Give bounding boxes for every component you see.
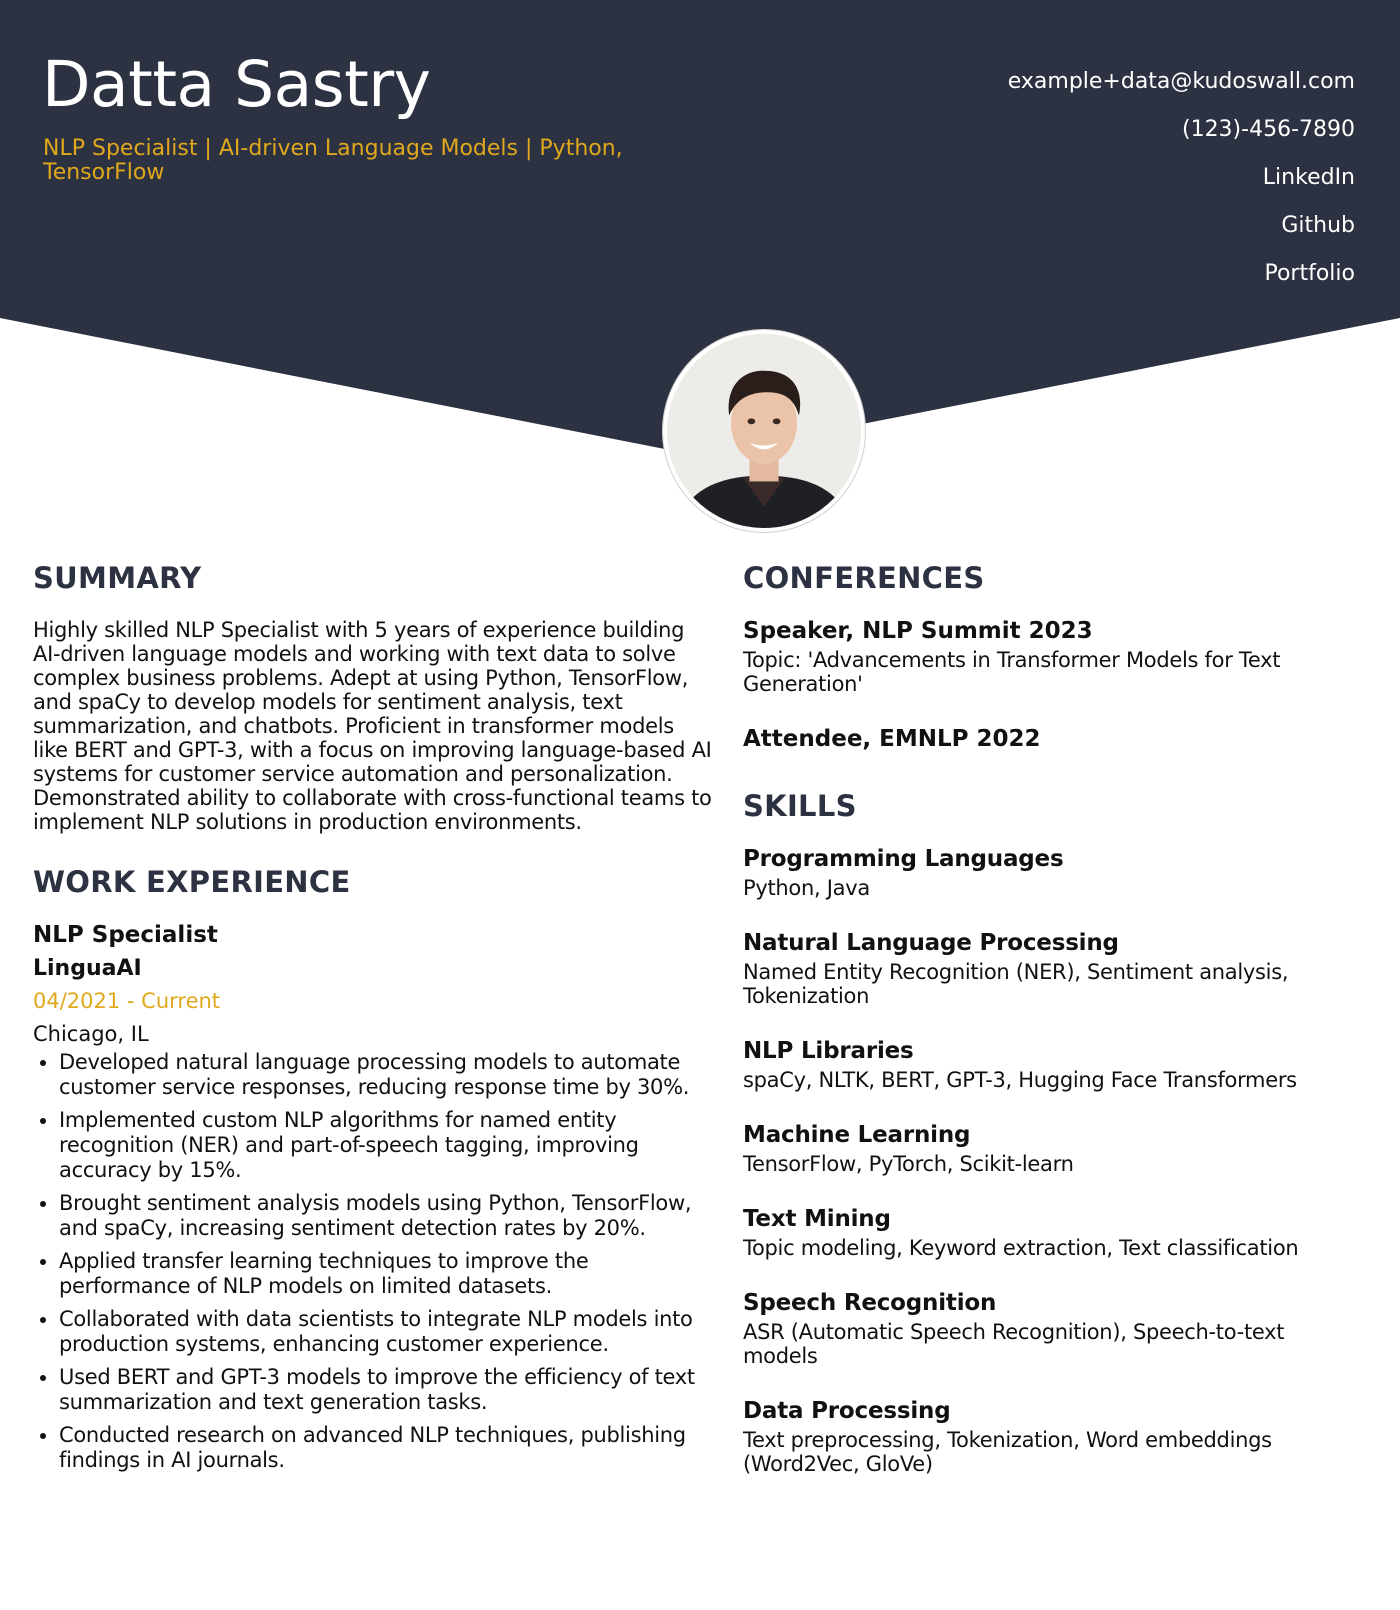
skills-heading: SKILLS: [743, 789, 857, 823]
skill-group-title: Speech Recognition: [743, 1290, 997, 1316]
job-bullet: • Collaborated with data scientists to integrate NLP models into production systems, enhancing customer experience.: [59, 1307, 713, 1357]
skill-group: [743, 1394, 1353, 1476]
conference-title: Speaker, NLP Summit 2023: [743, 618, 1093, 644]
conference-title: Attendee, EMNLP 2022: [743, 726, 1041, 752]
job-bullet: • Used BERT and GPT-3 models to improve the efficiency of text summarization and text generation tasks.: [59, 1365, 713, 1415]
skill-group-title: Text Mining: [743, 1206, 891, 1232]
summary-heading: SUMMARY: [33, 561, 202, 595]
skill-group: [743, 842, 1353, 900]
skill-group-items: TensorFlow, PyTorch, Scikit-learn: [743, 1152, 1074, 1176]
skill-group-title: Data Processing: [743, 1398, 951, 1424]
person-portrait-icon: [667, 334, 861, 528]
skill-group-items: Python, Java: [743, 876, 870, 900]
skill-group: [743, 1034, 1353, 1092]
phone-link[interactable]: (123)-456-7890: [1181, 117, 1355, 142]
job-company: LinguaAI: [33, 956, 142, 981]
skill-group-title: Natural Language Processing: [743, 930, 1119, 956]
linkedin-link[interactable]: LinkedIn: [1262, 165, 1355, 190]
job-bullet: • Conducted research on advanced NLP techniques, publishing findings in AI journals.: [59, 1423, 713, 1473]
github-link[interactable]: Github: [1281, 213, 1355, 238]
job-title: NLP Specialist: [33, 922, 218, 948]
skill-group: [743, 1286, 1353, 1368]
job-bullet: • Implemented custom NLP algorithms for named entity recognition (NER) and part-of-speech tagging, improving accuracy by 15%.: [59, 1108, 713, 1183]
contact-list: [855, 58, 1355, 298]
skill-group-items: spaCy, NLTK, BERT, GPT-3, Hugging Face Transformers: [743, 1068, 1297, 1092]
skill-group-title: NLP Libraries: [743, 1038, 914, 1064]
work-experience-heading: WORK EXPERIENCE: [33, 865, 351, 899]
job-bullet: • Brought sentiment analysis models using Python, TensorFlow, and spaCy, increasing sentiment detection rates by 20%.: [59, 1191, 713, 1241]
headline-tagline: NLP Specialist | AI-driven Language Models | Python, TensorFlow: [43, 136, 623, 185]
summary-text: Highly skilled NLP Specialist with 5 years of experience building AI-driven language models and working with text data to solve complex business problems. Adept at using Python, TensorFlow, and spaCy to develop models for sentiment analysis, text summarization, and chatbots. Proficient in transformer models like BERT and GPT-3, with a focus on improving language-based AI systems for customer service automation and personalization. Demonstrated ability to collaborate with cross-functional teams to implement NLP solutions in production environments.: [33, 618, 712, 834]
skill-group: [743, 926, 1353, 1008]
job-bullet: • Applied transfer learning techniques to improve the performance of NLP models on limited datasets.: [59, 1249, 713, 1299]
job-bullet-list: [33, 1050, 713, 1473]
left-column: [33, 558, 713, 1481]
conference-entry: [743, 722, 1353, 756]
job-dates: 04/2021 - Current: [33, 989, 221, 1013]
skill-group-title: Machine Learning: [743, 1122, 971, 1148]
job-location: Chicago, IL: [33, 1022, 149, 1046]
skill-group-items: Text preprocessing, Tokenization, Word embeddings (Word2Vec, GloVe): [743, 1428, 1272, 1476]
candidate-name: Datta Sastry: [42, 48, 431, 121]
skill-group: [743, 1118, 1353, 1176]
skill-group-items: Topic modeling, Keyword extraction, Text classification: [743, 1236, 1299, 1260]
skill-group-items: ASR (Automatic Speech Recognition), Speech-to-text models: [743, 1320, 1285, 1368]
conference-description: Topic: 'Advancements in Transformer Models for Text Generation': [743, 648, 1281, 696]
right-column: [743, 558, 1353, 1476]
skill-group-items: Named Entity Recognition (NER), Sentiment analysis, Tokenization: [743, 960, 1289, 1008]
job-entry: [33, 918, 713, 1473]
conferences-heading: CONFERENCES: [743, 561, 985, 595]
conference-entry: [743, 614, 1353, 696]
email-link[interactable]: example+data@kudoswall.com: [1007, 69, 1355, 94]
profile-photo: [663, 330, 865, 532]
skill-group-title: Programming Languages: [743, 846, 1064, 872]
job-bullet: • Developed natural language processing models to automate customer service responses, reducing response time by 30%.: [59, 1050, 713, 1100]
portfolio-link[interactable]: Portfolio: [1264, 261, 1355, 286]
skill-group: [743, 1202, 1353, 1260]
